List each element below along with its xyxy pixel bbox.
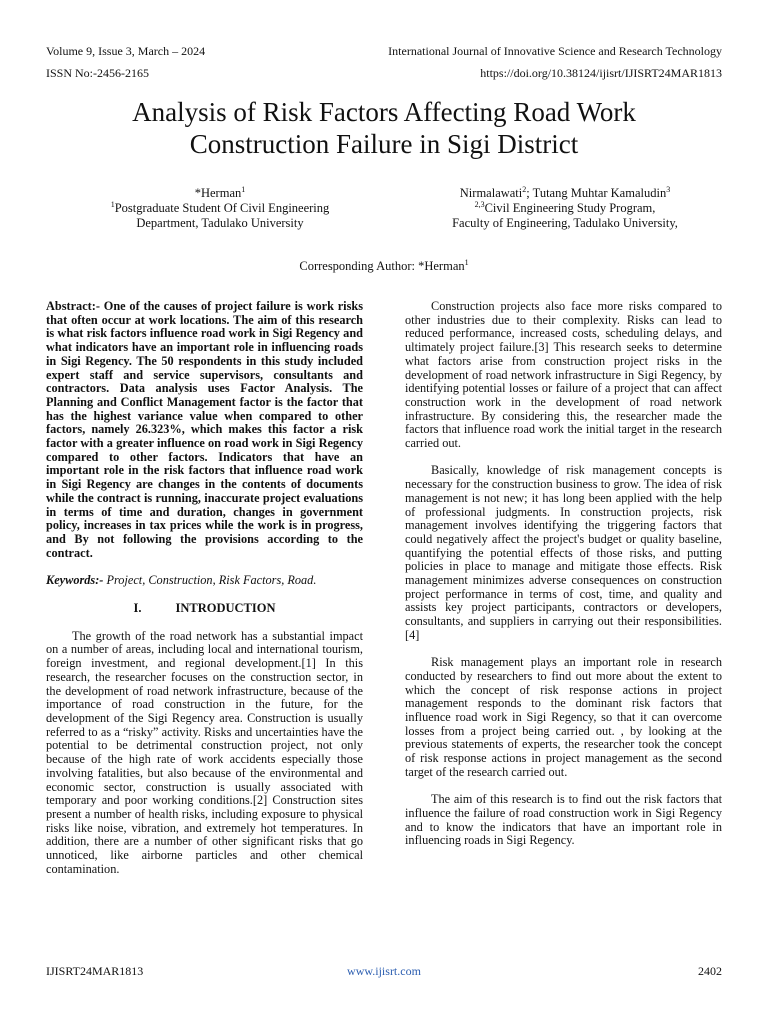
footer-website-link[interactable]: www.ijisrt.com [347, 964, 421, 978]
paragraph-3: Risk management plays an important role in research conducted by researchers to find out more about the extent to which the concept of risk response actions in project management responds to the dominant risk factors that influence road work in Sigi Regency, so that it can overcome losses from a project being carried out. , by looking at the previous statements of experts, the researcher took the concept of risk response actions in project management as the second target of the research carried out. [405, 655, 722, 779]
section-number: I. [133, 601, 142, 616]
section-title: INTRODUCTION [175, 601, 276, 616]
keywords [46, 574, 363, 588]
page-number: 2402 [698, 964, 722, 978]
keywords-text: Project, Construction, Risk Factors, Road. [106, 573, 317, 588]
author-affiliation: Department, Tadulako University [136, 216, 304, 230]
paper-title [40, 96, 728, 160]
issn: ISSN No:-2456-2165 [46, 66, 150, 80]
doi-link[interactable]: https://doi.org/10.38124/ijisrt/IJISRT24MAR1813 [480, 66, 722, 80]
author-affiliation: Faculty of Engineering, Tadulako University, [452, 216, 678, 230]
author-block-left: *Herman$^1$ $^1$Postgraduate Student Of Civil Engineering Department, Tadulako University [70, 186, 370, 231]
title-line-2: Construction Failure in Sigi District [189, 129, 579, 159]
author-affiliation: Postgraduate Student Of Civil Engineering [114, 201, 330, 215]
journal-name: International Journal of Innovative Science and Research Technology [388, 44, 722, 58]
paragraph-4: The aim of this research is to find out the risk factors that influence the failure of road construction work in Sigi Regency and to know the indicators that have an important role in influencing roads in Sigi Regency. [405, 792, 722, 848]
intro-paragraph-1: The growth of the road network has a substantial impact on a number of areas, including local and international tourism, foreign investment, and regional development.[1] In this research, the researcher focuses on the construction sector, in the development of road network infrastructure, because of the importance of road construction in the future, for the development of the Sigi Regency area. Construction is usually referred to as a “risky” activity. Risks and uncertainties have the potential to be detrimental construction project, not only because of the high rate of work accidents especially those involving fatalities, but also because of the environmental and economic sector, construction is usually associated with temporary and poor working conditions.[2] Construction sites present a number of health risks, including exposure to physical risks like noise, vibration, and extremely hot temperatures. In addition, there are a number of other significant risks that go unnoticed, like airborne particles and other chemical contamination. [46, 628, 363, 876]
author-name: Tutang Muhtar Kamaludin [532, 186, 667, 200]
author-name: *Herman [194, 186, 242, 200]
section-heading [46, 602, 363, 616]
left-column [46, 300, 363, 876]
keywords-label: Keywords:- [46, 573, 104, 588]
paragraph-1: Construction projects also face more risks compared to other industries due to their complexity. Risks can lead to reduced performance, increased costs, scheduling delays, and ultimately project failure.[3] This research seeks to determine what factors arise from construction project risks in the development of road network infrastructure in Sigi Regency, by identifying potential losses or failure of a project that can affect construction work in the development of road network infrastructure. By considering this, the researcher made the factors that influence road work the initial target in the research carried out. [405, 299, 722, 451]
title-line-1: Analysis of Risk Factors Affecting Road Work [132, 97, 636, 127]
corresponding-author: Corresponding Author: *Herman$^1$ [299, 257, 469, 273]
abstract: Abstract:- One of the causes of project failure is work risks that often occur at work locations. The aim of this research is what risk factors influence road work in Sigi Regency and what indicators have an important role in influencing roads in Sigi Regency. The 50 respondents in this study included expert staff and service supervisors, consultants and contractors. Data analysis uses Factor Analysis. The Planning and Conflict Management factor is the factor that has the highest variance value when compared to other factors, namely 26.323%, which makes this factor a risk factor with a greater influence on road work in Sigi Regency compared to other factors. Indicators that have an important role in the risk factors that influence road work in Sigi Regency are changes in the contents of documents while the contract is running, inaccurate project evaluations in terms of time and duration, changes in government policy, increases in tax prices while the work is in progress, and By not following the provisions according to the contract. [46, 299, 363, 560]
author-block-right: Nirmalawati$^2$; Tutang Muhtar Kamaludin$^3$ $^{2,3}$Civil Engineering Study Program, Faculty of Engineering, Tadulako University, [405, 186, 725, 231]
footer-paper-id: IJISRT24MAR1813 [46, 964, 144, 978]
author-affiliation: Civil Engineering Study Program, [484, 201, 656, 215]
volume-info: Volume 9, Issue 3, March – 2024 [46, 44, 206, 58]
author-name: Nirmalawati [459, 186, 523, 200]
right-column [405, 300, 722, 848]
paragraph-2: Basically, knowledge of risk management concepts is necessary for the construction business to grow. The idea of risk management is not new; it has long been applied with the help of professional judgments. In construction projects, risk management involves identifying the triggering factors that could negatively affect the project's budget or quality baseline, quantifying the potential effects of those risks, and putting policies in place to manage and mitigate those effects. Risk management minimizes adverse consequences on construction project performance in terms of cost, time, and quality and assists key project participants, contractors or developers, consultants, and suppliers in carrying out their responsibilities.[4] [405, 463, 722, 642]
